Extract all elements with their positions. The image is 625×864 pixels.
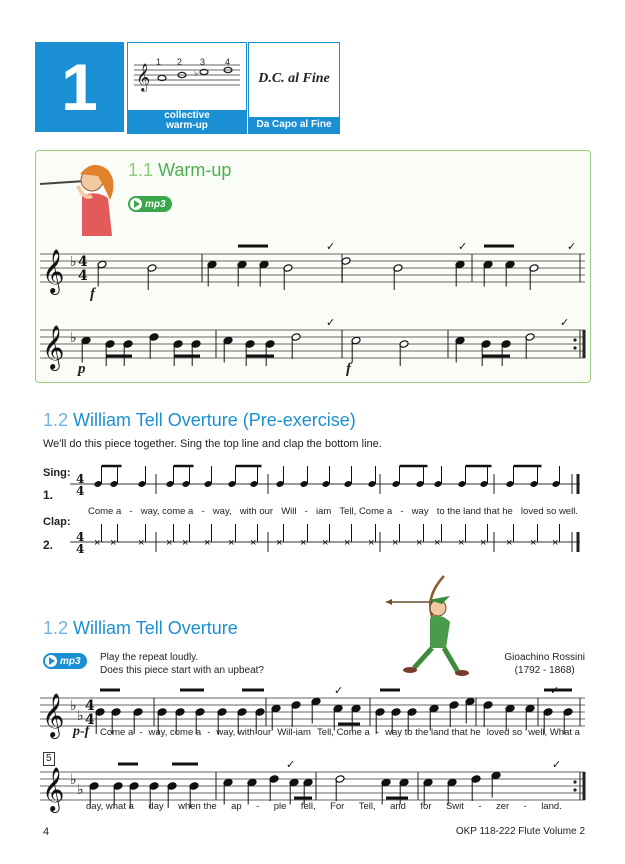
archer-illustration — [380, 572, 478, 680]
overture-title: William Tell Overture — [73, 618, 238, 638]
treble-clef: 𝄞 — [42, 249, 65, 293]
treble-clef: 𝄞 — [42, 767, 65, 811]
key-signature-flat: ♭ — [77, 781, 84, 797]
treble-clef: 𝄞 — [42, 325, 65, 369]
unit-number: 1 — [61, 50, 98, 124]
clap-mark: × — [182, 537, 189, 549]
clap-mark: × — [228, 537, 235, 549]
treble-clef: 𝄞 — [42, 693, 65, 737]
clap-mark: × — [434, 537, 441, 549]
fingering-4: 4 — [225, 57, 231, 67]
time-signature: 4 — [76, 472, 85, 486]
lyric: way, — [212, 506, 232, 517]
clap-mark: × — [138, 537, 145, 549]
lyric: Tell, — [358, 801, 376, 812]
lyric: Swit — [445, 801, 464, 812]
time-signature: 4 — [76, 530, 85, 544]
warmup-mp3-button[interactable] — [128, 196, 172, 212]
lyric: loved so — [486, 727, 523, 738]
lyric: - — [201, 506, 205, 517]
lyric: Will-iam — [277, 727, 311, 738]
lyric: - — [523, 801, 527, 812]
clap-mark: × — [344, 537, 351, 549]
key-signature-flat: ♭ — [77, 707, 84, 723]
clap-label: Clap: — [43, 516, 71, 528]
lyric: for — [420, 801, 432, 812]
publication-info: OKP 118-222 Flute Volume 2 — [455, 826, 585, 837]
lyric: land. — [541, 801, 562, 812]
clap-mark: × — [480, 537, 487, 549]
mp3-label: mp3 — [145, 198, 166, 210]
page-number: 4 — [43, 826, 50, 838]
clap-mark: × — [276, 537, 283, 549]
breath-mark: ✓ — [550, 685, 560, 697]
lyric: way, come a — [148, 727, 202, 738]
clap-mark: × — [204, 537, 211, 549]
dc-panel — [248, 42, 340, 134]
lyric: - — [139, 727, 143, 738]
clap-mark: × — [416, 537, 423, 549]
lyric: iam — [315, 506, 332, 517]
unit-number-badge — [35, 42, 124, 132]
play-icon — [45, 655, 57, 667]
warmup-title: Warm-up — [158, 160, 232, 180]
overture-heading — [43, 618, 238, 639]
svg-text:♭: ♭ — [194, 68, 199, 78]
overture-number: 1.2 — [43, 618, 69, 638]
repeat-dot — [573, 788, 576, 791]
dc-label: Da Capo al Fine — [249, 117, 339, 133]
line-1-number: 1. — [43, 488, 54, 502]
measure-number: 5 — [43, 752, 55, 766]
time-signature: 4 — [78, 268, 88, 284]
clap-mark: × — [300, 537, 307, 549]
overture-staff-2 — [40, 758, 585, 828]
dynamic-piano: p — [78, 361, 86, 377]
lyric: way, with our — [216, 727, 272, 738]
lyric: way to the land that he — [385, 727, 481, 738]
clap-mark: × — [552, 537, 559, 549]
lyric: zer — [495, 801, 510, 812]
lyric: Tell, Come a — [339, 506, 393, 517]
line-2-number: 2. — [43, 538, 54, 552]
clap-mark: × — [530, 537, 537, 549]
lyric: fell, — [300, 801, 316, 812]
lyric: day — [148, 801, 164, 812]
clap-mark: × — [110, 537, 117, 549]
fingering-3: 3 — [200, 57, 206, 67]
lyric: day, what a — [86, 801, 134, 812]
pre-exercise-number: 1.2 — [43, 410, 69, 430]
lyric: - — [207, 727, 211, 738]
breath-mark: ✓ — [567, 241, 577, 253]
overture-lyrics-1 — [100, 727, 580, 738]
warmup-panel — [127, 42, 247, 134]
breath-mark: ✓ — [552, 759, 562, 771]
instruction-line-2: Does this piece start with an upbeat? — [100, 665, 264, 676]
play-icon — [130, 198, 142, 210]
overture-lyrics-2 — [86, 801, 562, 812]
overture-staff-1 — [40, 684, 585, 754]
warmup-label-line1: collective — [164, 110, 210, 121]
pre-exercise-instruction: We'll do this piece together. Sing the top line and clap the bottom line. — [43, 438, 382, 450]
composer-dates: (1792 - 1868) — [514, 665, 575, 676]
flute-player-illustration — [38, 156, 120, 240]
time-signature: 4 — [78, 254, 88, 270]
clap-mark: × — [166, 537, 173, 549]
dynamic-piano-forte: p-f — [73, 724, 90, 739]
repeat-dot — [573, 346, 576, 349]
lyric: when the — [178, 801, 217, 812]
lyric: Will — [281, 506, 297, 517]
fingering-1: 1 — [156, 57, 162, 67]
warmup-label-line2: warm-up — [166, 120, 208, 131]
composer-name: Gioachino Rossini — [504, 652, 585, 663]
clap-mark: × — [458, 537, 465, 549]
warmup-heading — [128, 160, 231, 181]
overture-mp3-button[interactable] — [43, 653, 87, 669]
pre-exercise-lyrics — [88, 506, 578, 517]
lyric: For — [330, 801, 345, 812]
key-signature-flat: ♭ — [70, 697, 77, 713]
sing-label: Sing: — [43, 467, 71, 479]
lyric: with our — [239, 506, 274, 517]
clap-mark: × — [392, 537, 399, 549]
warmup-staff-1 — [40, 240, 585, 310]
lyric: loved so well. — [520, 506, 578, 517]
mp3-label: mp3 — [60, 655, 81, 667]
lyric: way, come a — [140, 506, 194, 517]
dc-text: D.C. al Fine — [258, 71, 330, 86]
breath-mark: ✓ — [326, 241, 336, 253]
lyric: - — [375, 727, 380, 738]
warmup-staff-icon — [128, 43, 246, 113]
lyric: Tell, Come a — [317, 727, 370, 738]
clap-mark: × — [94, 537, 101, 549]
time-signature: 4 — [85, 698, 95, 714]
fingering-2: 2 — [177, 57, 183, 67]
breath-mark: ✓ — [458, 241, 468, 253]
clap-mark: × — [506, 537, 513, 549]
instruction-line-1: Play the repeat loudly. — [100, 652, 199, 663]
key-signature-flat: ♭ — [70, 771, 77, 787]
lyric: way — [411, 506, 429, 517]
dynamic-forte-2: f — [346, 361, 351, 377]
breath-mark: ✓ — [334, 685, 344, 697]
lyric: - — [256, 801, 260, 812]
repeat-dot — [573, 780, 576, 783]
clap-mark: × — [368, 537, 375, 549]
key-signature-flat: ♭ — [70, 253, 77, 269]
dynamic-forte-1: f — [90, 286, 95, 302]
time-signature: 4 — [76, 484, 85, 498]
breath-mark: ✓ — [326, 317, 336, 329]
lyric: ap — [231, 801, 242, 812]
svg-text:𝄞: 𝄞 — [136, 63, 151, 91]
lyric: - — [400, 506, 404, 517]
lyric: - — [304, 506, 308, 517]
time-signature: 4 — [85, 712, 95, 728]
lyric: well, What a — [528, 727, 580, 738]
warmup-number: 1.1 — [128, 160, 154, 180]
repeat-dot — [573, 338, 576, 341]
clap-mark: × — [322, 537, 329, 549]
lyric: to the land that he — [436, 506, 513, 517]
lyric: Come a — [100, 727, 134, 738]
time-signature: 4 — [76, 542, 85, 556]
lyric: - — [478, 801, 482, 812]
composer-credit — [504, 651, 585, 677]
breath-mark: ✓ — [286, 759, 296, 771]
warmup-staff-2 — [40, 316, 585, 386]
pre-exercise-heading — [43, 410, 356, 431]
lyric: ple — [273, 801, 287, 812]
key-signature-flat: ♭ — [70, 329, 77, 345]
lyric: - — [129, 506, 133, 517]
lyric: and — [390, 801, 406, 812]
clap-mark: × — [250, 537, 257, 549]
overture-instructions — [100, 651, 264, 677]
pre-exercise-title: William Tell Overture (Pre-exercise) — [73, 410, 356, 430]
lyric: Come a — [88, 506, 122, 517]
breath-mark: ✓ — [560, 317, 570, 329]
warmup-label — [128, 110, 246, 133]
